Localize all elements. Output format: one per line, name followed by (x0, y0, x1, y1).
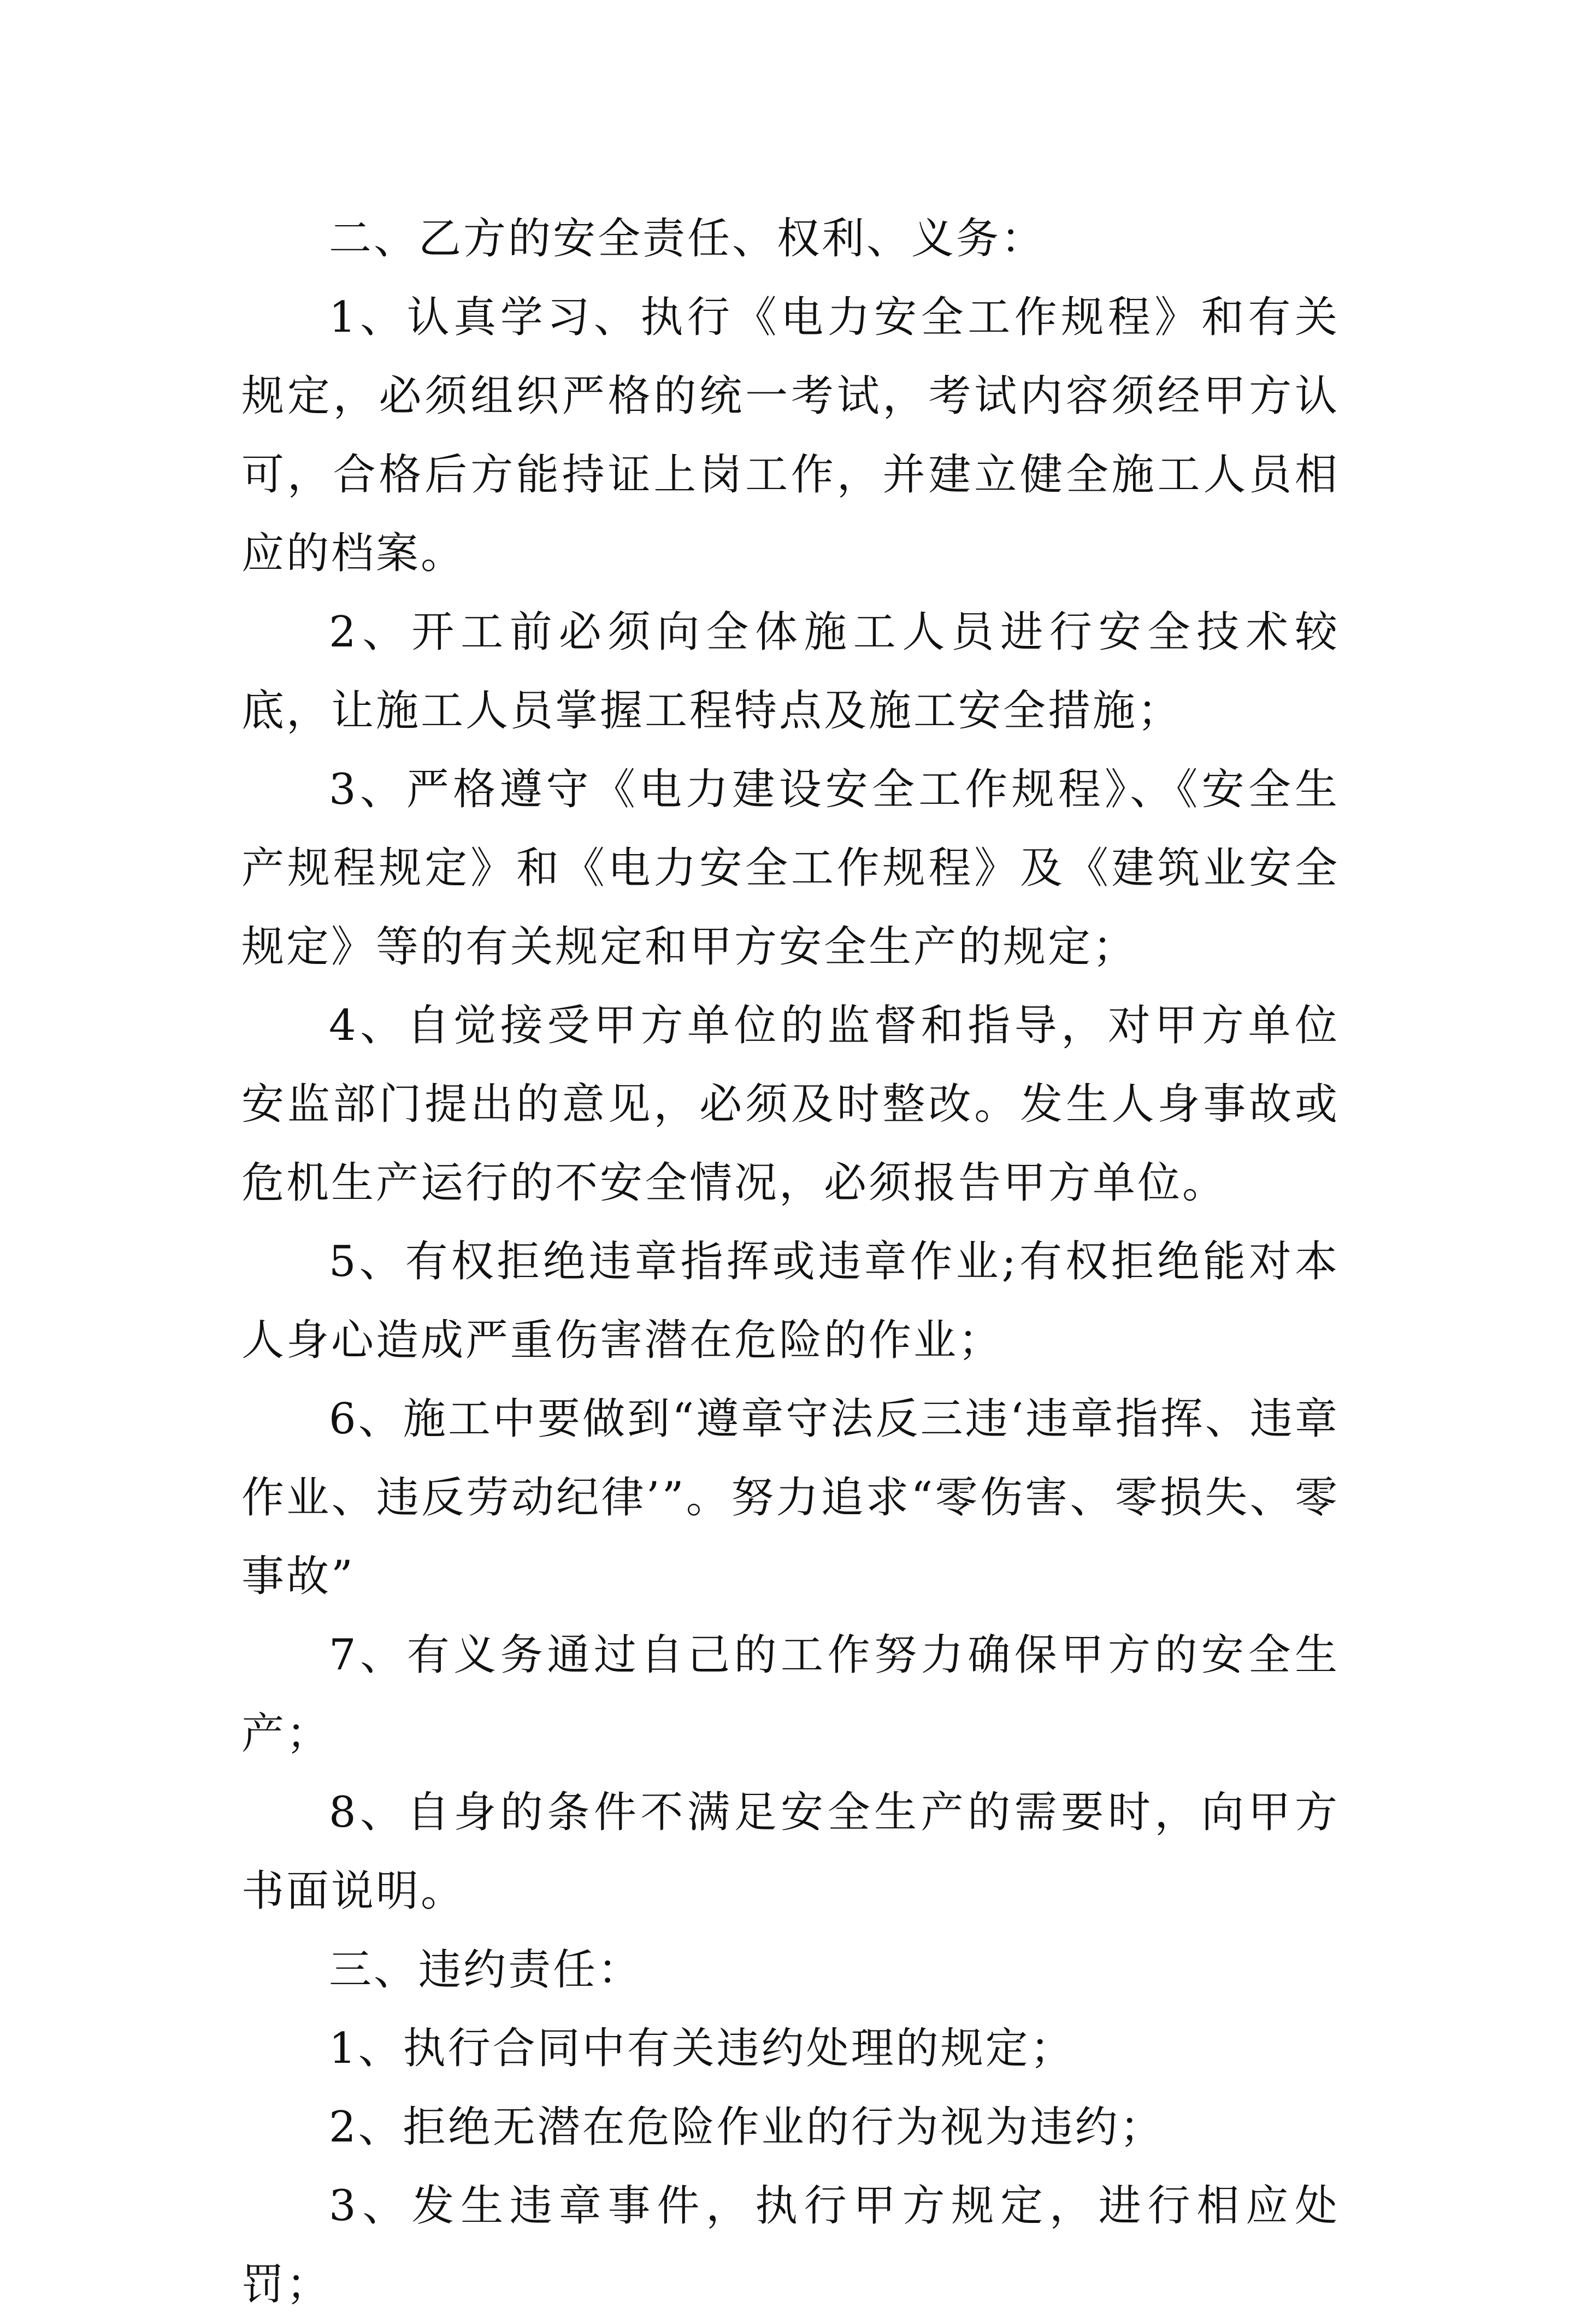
paragraph-item: 6、施工中要做到“遵章守法反三违‘违章指挥、违章作业、违反劳动纪律’”。努力追求“零伤害、零损失、零事故” (241, 1395, 1340, 1601)
paragraph-item: 2、开工前必须向全体施工人员进行安全技术较底，让施工人员掌握工程特点及施工安全措施； (241, 608, 1340, 736)
paragraph-item: 7、有义务通过自己的工作努力确保甲方的安全生产； (241, 1631, 1340, 1758)
paragraph-item: 1、认真学习、执行《电力安全工作规程》和有关规定，必须组织严格的统一考试，考试内容须经甲方认可，合格后方能持证上岗工作，并建立健全施工人员相应的档案。 (241, 293, 1340, 578)
paragraph-item: 1、执行合同中有关违约处理的规定； (329, 2024, 1075, 2073)
paragraph-item: 2、拒绝无潜在危险作业的行为视为违约； (329, 2103, 1165, 2152)
document-body (241, 199, 1340, 2324)
section-heading-breach: 三、违约责任： (329, 1945, 643, 1994)
paragraph-item: 8、自身的条件不满足安全生产的需要时，向甲方书面说明。 (241, 1788, 1340, 1916)
section-heading-obligations: 二、乙方的安全责任、权利、义务： (329, 214, 1046, 263)
paragraph-item: 5、有权拒绝违章指挥或违章作业;有权拒绝能对本人身心造成严重伤害潜在危险的作业； (241, 1237, 1340, 1365)
paragraph-item: 4、自觉接受甲方单位的监督和指导，对甲方单位安监部门提出的意见，必须及时整改。发生人身事故或危机生产运行的不安全情况，必须报告甲方单位。 (241, 1001, 1340, 1208)
paragraph-item: 3、发生违章事件，执行甲方规定，进行相应处罚； (241, 2181, 1340, 2309)
paragraph-item: 3、严格遵守《电力建设安全工作规程》、《安全生产规程规定》和《电力安全工作规程》及《建筑业安全规定》等的有关规定和甲方安全生产的规定； (241, 765, 1340, 972)
